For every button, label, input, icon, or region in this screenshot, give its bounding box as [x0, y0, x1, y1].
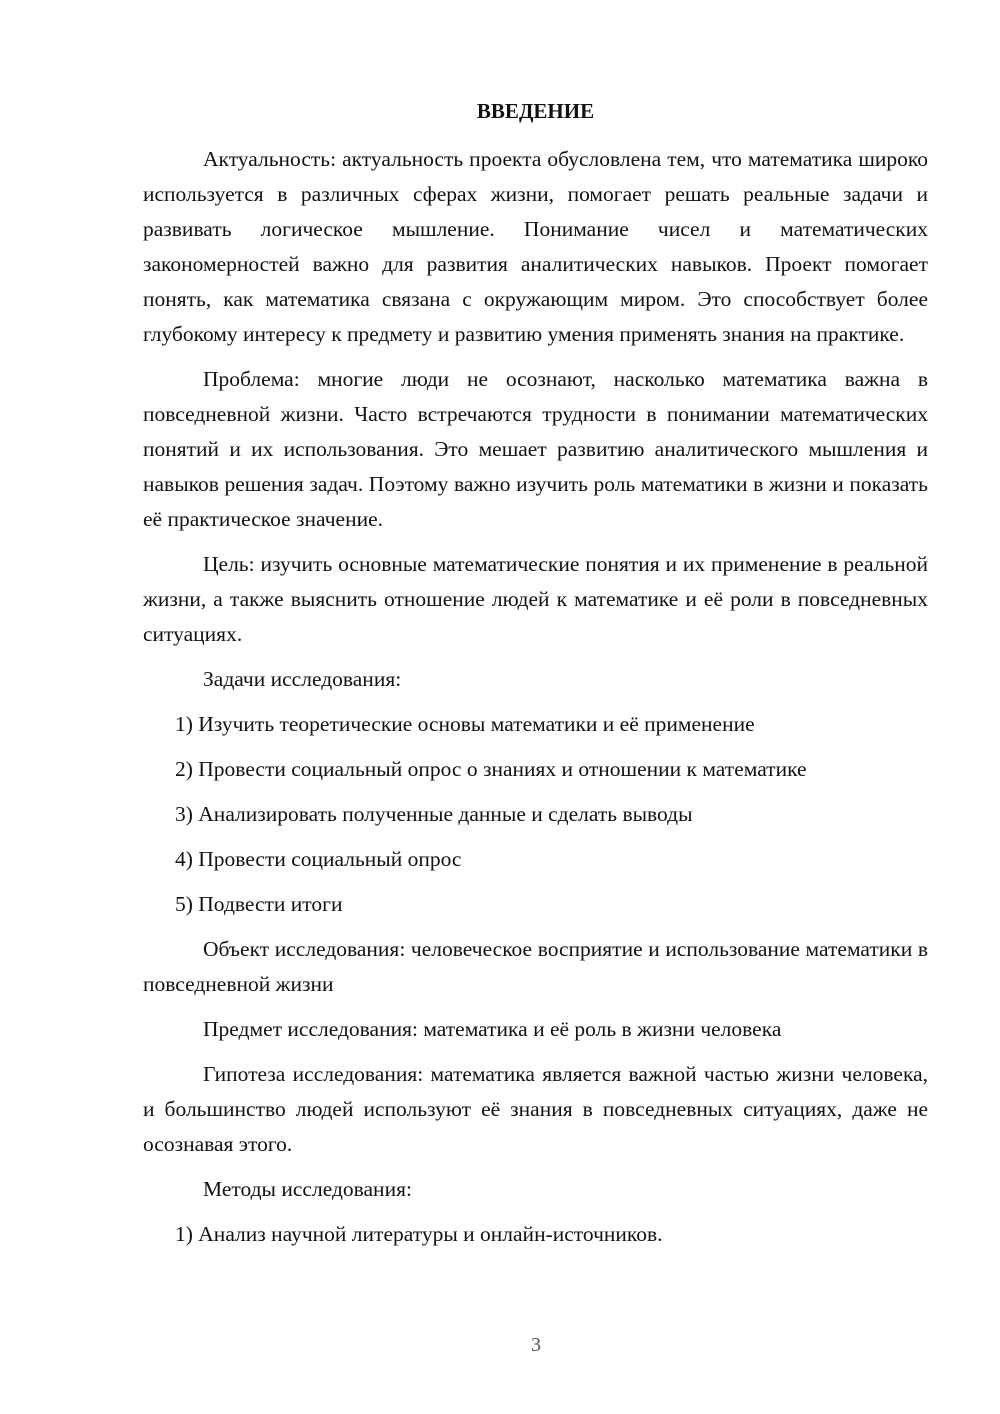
list-item: 3) Анализировать полученные данные и сделать выводы: [175, 802, 693, 826]
list-item: 1) Изучить теоретические основы математики и её применение: [175, 712, 755, 736]
list-item: 2) Провести социальный опрос о знаниях и отношении к математике: [175, 757, 807, 781]
list-item: 1) Анализ научной литературы и онлайн-источников.: [175, 1222, 663, 1246]
page-number: 3: [531, 1334, 541, 1356]
list-item: 4) Провести социальный опрос: [175, 847, 462, 871]
methods-list: [143, 1217, 928, 1252]
goal-paragraph: Цель: изучить основные математические понятия и их применение в реальной жизни, а также выяснить отношение людей к математике и её роли в повседневных ситуациях.: [143, 552, 928, 646]
section-title: ВВЕДЕНИЕ: [476, 99, 595, 123]
list-item: 5) Подвести итоги: [175, 892, 343, 916]
object-paragraph: Объект исследования: человеческое восприятие и использование математики в повседневной жизни: [143, 937, 928, 996]
document-body: [143, 142, 928, 1252]
hypothesis-paragraph: Гипотеза исследования: математика является важной частью жизни человека, и большинство людей используют её знания в повседневных ситуациях, даже не осознавая этого.: [143, 1062, 928, 1156]
relevance-paragraph: Актуальность: актуальность проекта обусловлена тем, что математика широко используется в различных сферах жизни, помогает решать реальные задачи и развивать логическое мышление. Понимание чисел и математических закономерностей важно для развития аналитических навыков. Проект помогает понять, как математика связана с окружающим миром. Это способствует более глубокому интересу к предмету и развитию умения применять знания на практике.: [143, 147, 928, 346]
tasks-heading: Задачи исследования:: [203, 667, 402, 691]
methods-heading: Методы исследования:: [203, 1177, 412, 1201]
subject-paragraph: Предмет исследования: математика и её роль в жизни человека: [203, 1017, 782, 1041]
tasks-list: [143, 707, 928, 922]
problem-paragraph: Проблема: многие люди не осознают, насколько математика важна в повседневной жизни. Часто встречаются трудности в понимании математических понятий и их использования. Это мешает развитию аналитического мышления и навыков решения задач. Поэтому важно изучить роль математики в жизни и показать её практическое значение.: [143, 367, 928, 531]
